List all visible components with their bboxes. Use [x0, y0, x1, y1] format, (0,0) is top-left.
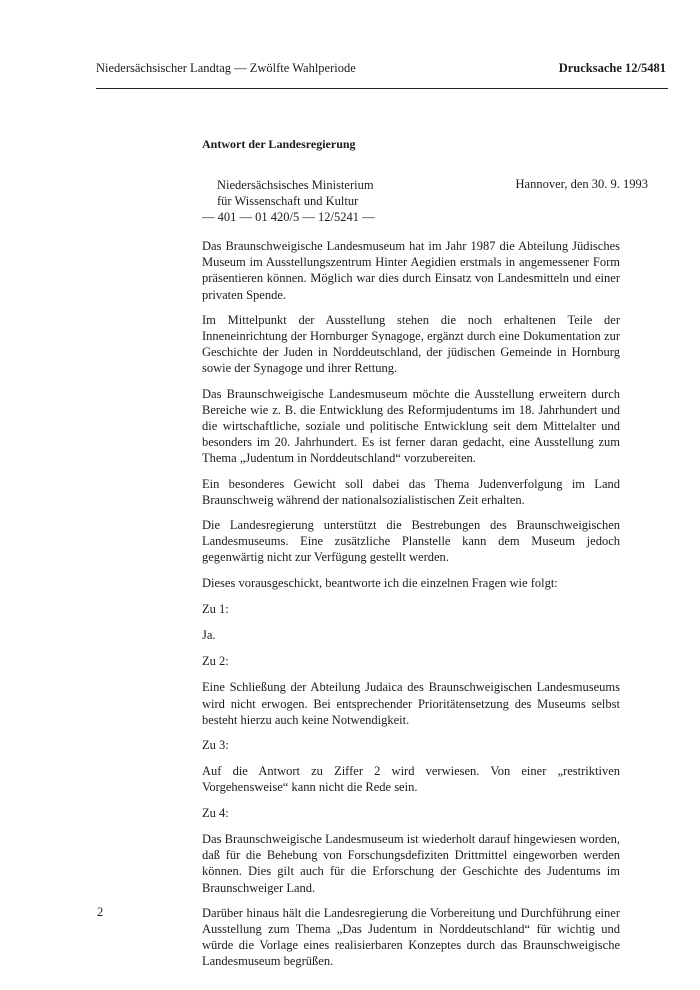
question-heading: Zu 2: [202, 654, 229, 669]
paragraph: Das Braunschweigische Landesmuseum hat im Jahr 1987 die Abteilung Jüdisches Museum im Ausstellungszentrum Hinter Aegidien erstmals in angemessener Form präsentieren können. Möglich war dies durch Einsatz von Landesmitteln und einer privaten Spende. [202, 239, 620, 302]
sender-block [202, 177, 375, 225]
question-heading: Zu 4: [202, 805, 229, 820]
paragraph: Dieses vorausgeschickt, beantworte ich die einzelnen Fragen wie folgt: [202, 575, 558, 590]
paragraph: Ja. [202, 628, 216, 643]
paragraph: Auf die Antwort zu Ziffer 2 wird verwiesen. Von einer „restriktiven Vorgehensweise“ kann nicht die Rede sein. [202, 764, 620, 795]
sender-department: für Wissenschaft und Kultur [217, 194, 359, 208]
answer-body [202, 238, 620, 979]
sender-reference: — 401 — 01 420/5 — 12/5241 — [202, 210, 375, 224]
header-divider [96, 88, 668, 89]
document-title: Antwort der Landesregierung [202, 137, 356, 151]
paragraph: Darüber hinaus hält die Landesregierung die Vorbereitung und Durchführung einer Ausstellung zum Thema „Das Judentum in Norddeutschland“ für wichtig und würde die Vorlage eines realisierbaren Konzeptes durch das Braunschweigische Landesmuseum begrüßen. [202, 905, 620, 969]
question-heading: Zu 1: [202, 601, 229, 616]
paragraph: Eine Schließung der Abteilung Judaica des Braunschweigischen Landesmuseums wird nicht erwogen. Bei entsprechender Prioritätensetzung des Museums selbst besteht hierzu auch keine Notwendigkeit. [202, 680, 620, 727]
running-header-title: Niedersächsischer Landtag — Zwölfte Wahlperiode [96, 61, 356, 75]
question-heading: Zu 3: [202, 738, 229, 753]
paragraph: Im Mittelpunkt der Ausstellung stehen die noch erhaltenen Teile der Inneneinrichtung der Hornburger Synagoge, ergänzt durch eine Dokumentation zur Geschichte der Juden in Norddeutschland, der jüdischen Gemeinde in Hornburg sowie der Synagoge und ihrer Rettung. [202, 312, 620, 376]
paragraph: Ein besonderes Gewicht soll dabei das Thema Judenverfolgung im Land Braunschweig während der nationalsozialistischen Zeit erhalten. [202, 476, 620, 507]
page-number: 2 [97, 905, 104, 919]
paragraph: Das Braunschweigische Landesmuseum möchte die Ausstellung erweitern durch Bereiche wie z. B. die Entwicklung des Reformjudentums im 18. Jahrhundert und die wirtschaftliche, soziale und politische Entwicklung seit dem Mittelalter und besonders im 20. Jahrhundert. Es ist ferner daran gedacht, eine Ausstellung zum Thema „Judentum in Norddeutschland“ vorzubereiten. [202, 386, 620, 466]
paragraph: Das Braunschweigische Landesmuseum ist wiederholt darauf hingewiesen worden, daß für die Behebung von Forschungsdefiziten Drittmittel eingeworben werden können. Dies gilt auch für die Erforschung der Geschichte des Judentums im Braunschweiger Land. [202, 831, 620, 895]
place-date: Hannover, den 30. 9. 1993 [515, 177, 648, 191]
sender-ministry: Niedersächsisches Ministerium [217, 178, 374, 192]
paragraph: Die Landesregierung unterstützt die Bestrebungen des Braunschweigischen Landesmuseums. Eine zusätzliche Planstelle kann dem Museum jedoch gegenwärtig nicht zur Verfügung gestellt werden. [202, 518, 620, 565]
document-number: Drucksache 12/5481 [558, 61, 666, 75]
